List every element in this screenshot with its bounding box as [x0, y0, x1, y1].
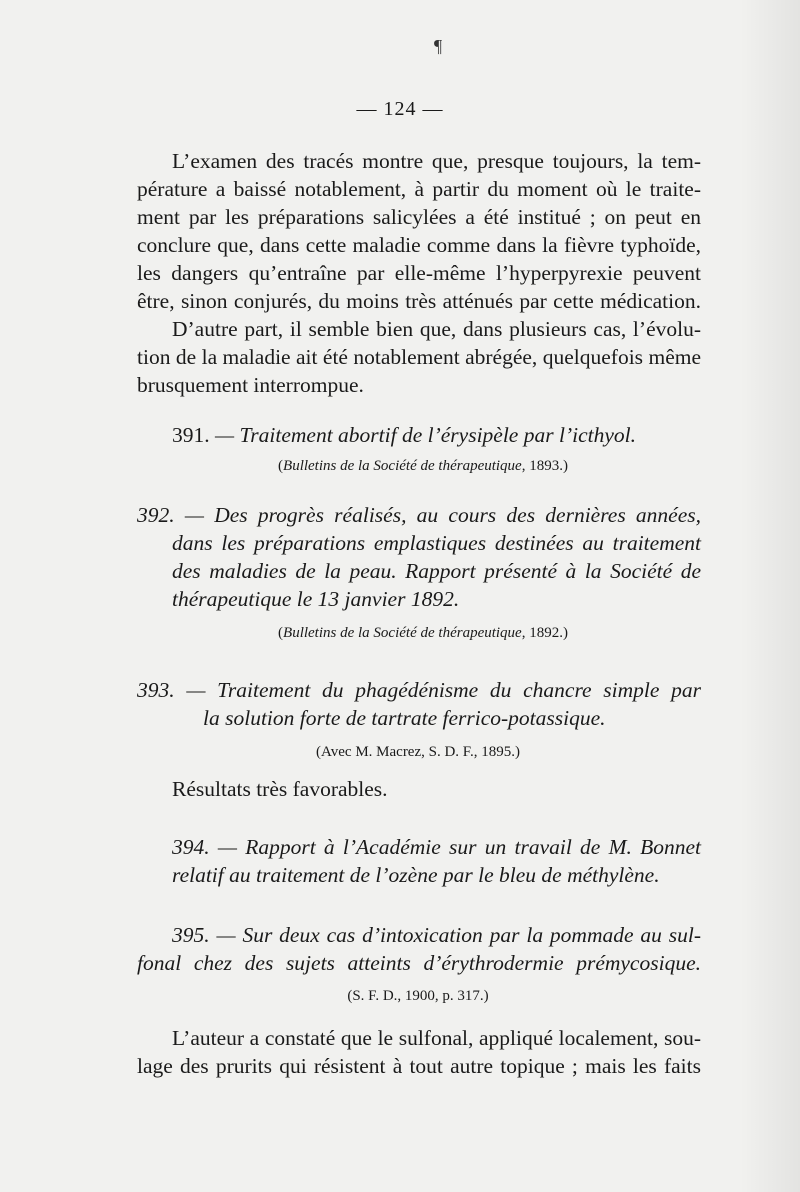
cite-open: ( [278, 625, 284, 641]
entry-393-result: Résultats très favorables. [172, 777, 388, 801]
top-mark: ¶ [434, 36, 443, 56]
para1-line-5: les dangers qu’entraîne par elle-même l’hyperpyrexie peuvent [137, 261, 701, 285]
entry-391-number: 391. [172, 423, 210, 447]
entry-395-line-2: fonal chez des sujets atteints d’érythrodermie prémycosique. [137, 951, 701, 975]
cite-year: , 1893.) [521, 458, 568, 474]
page-number: — 124 — [356, 98, 444, 120]
para2-line-3: brusquement interrompue. [137, 373, 364, 397]
cite-year: , 1892.) [521, 625, 568, 641]
para2-line-2: tion de la maladie ait été notablement abrégée, quelquefois même [137, 345, 701, 369]
cite-open: ( [278, 458, 284, 474]
entry-393-line-1: 393. — Traitement du phagédénisme du chancre simple par [137, 678, 701, 702]
entry-392-line-1: 392. — Des progrès réalisés, au cours des dernières années, [137, 503, 701, 527]
entry-394-line-1: 394. — Rapport à l’Académie sur un travail de M. Bonnet [172, 835, 701, 859]
para-last-line-1: L’auteur a constaté que le sulfonal, appliqué localement, sou- [172, 1026, 701, 1050]
entry-391-citation [23, 458, 800, 475]
entry-392-citation [23, 625, 800, 642]
entry-395-citation: (S. F. D., 1900, p. 317.) [347, 988, 489, 1004]
para-last-line-2: lage des prurits qui résistent à tout autre topique ; mais les faits [137, 1054, 701, 1078]
para1-line-1: L’examen des tracés montre que, presque toujours, la tem- [172, 149, 701, 173]
para2-line-1: D’autre part, il semble bien que, dans plusieurs cas, l’évolu- [172, 317, 701, 341]
entry-393-citation: (Avec M. Macrez, S. D. F., 1895.) [316, 744, 520, 760]
cite-journal: Bulletins de la Société de thérapeutique [283, 458, 522, 474]
entry-394-line-2: relatif au traitement de l’ozène par le bleu de méthylène. [172, 863, 660, 887]
entry-395-line-1: 395. — Sur deux cas d’intoxication par la pommade au sul- [172, 923, 701, 947]
para1-line-3: ment par les préparations salicylées a été institué ; on peut en [137, 205, 701, 229]
cite-journal: Bulletins de la Société de thérapeutique [283, 625, 522, 641]
entry-391-title: — Traitement abortif de l’érysipèle par l’icthyol. [215, 423, 636, 447]
para1-line-6: être, sinon conjurés, du moins très atténués par cette médication. [137, 289, 701, 313]
entry-391-heading [172, 421, 736, 449]
para1-line-4: conclure que, dans cette maladie comme dans la fièvre typhoïde, [137, 233, 701, 257]
entry-392-line-3: des maladies de la peau. Rapport présenté à la Société de [172, 559, 701, 583]
page-edge-shadow [740, 0, 800, 1192]
entry-393-line-2: la solution forte de tartrate ferrico-potassique. [203, 706, 606, 730]
entry-392-line-2: dans les préparations emplastiques destinées au traitement [172, 531, 701, 555]
entry-392-line-4: thérapeutique le 13 janvier 1892. [172, 587, 460, 611]
para1-line-2: pérature a baissé notablement, à partir du moment où le traite- [137, 177, 701, 201]
